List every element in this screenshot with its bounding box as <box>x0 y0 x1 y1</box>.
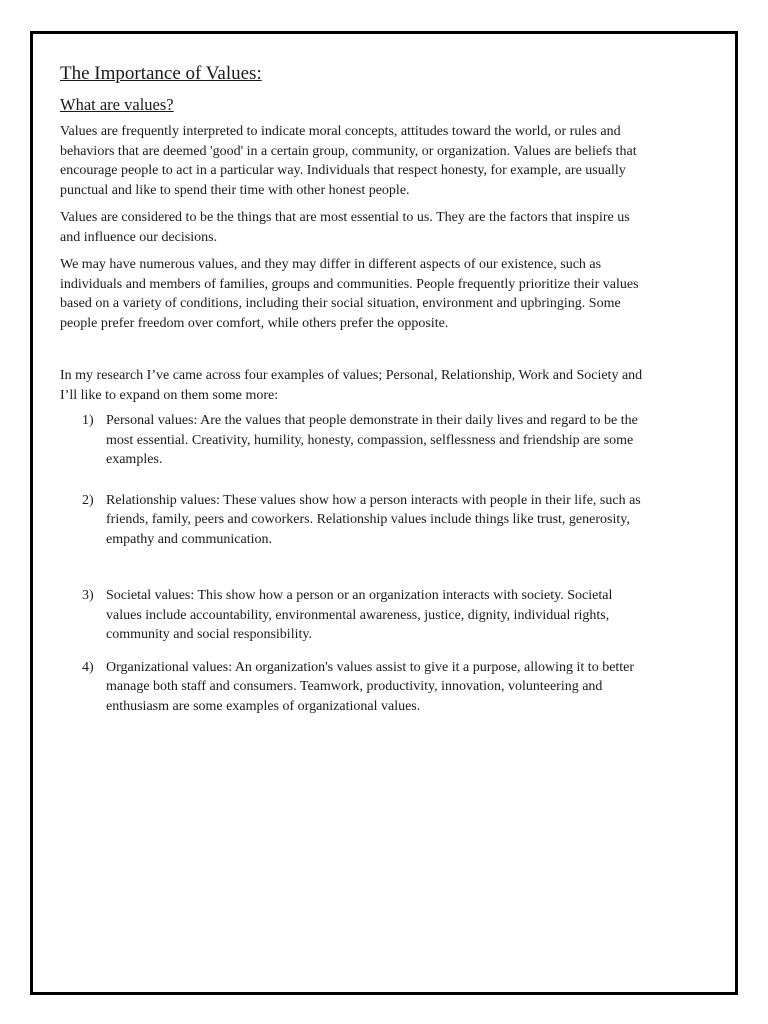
list-number: 4) <box>82 659 94 675</box>
section-heading: What are values? <box>60 95 174 114</box>
list-item-organizational <box>60 658 650 717</box>
list-item-personal <box>60 411 650 470</box>
list-item-text: Relationship values: These values show how a person interacts with people in their life, such as friends, family, peers and coworkers. Relationship values include things like trust, generosity, empathy and communication. <box>106 492 641 547</box>
list-number: 3) <box>82 588 94 603</box>
paragraph-essential: Values are considered to be the things that are most essential to us. They are the factors that inspire us and influence our decisions. <box>60 210 630 245</box>
list-item-societal <box>60 586 650 645</box>
list-number: 2) <box>82 492 94 508</box>
list-number: 1) <box>82 413 94 428</box>
list-item-text: Personal values: Are the values that people demonstrate in their daily lives and regard to be the most essential. Creativity, humility, honesty, compassion, selflessness and friendship are some examples. <box>106 413 638 467</box>
list-item-relationship <box>60 491 650 550</box>
paragraph-numerous-values: We may have numerous values, and they may differ in different aspects of our existence, such as individuals and members of families, groups and communities. People frequently prioritize their values based on a variety of conditions, including their social situation, environment and upbringing. Some people prefer freedom over comfort, while others prefer the opposite. <box>60 257 639 331</box>
values-list <box>60 411 650 716</box>
paragraph-research-intro: In my research I’ve came across four examples of values; Personal, Relationship, Work and Society and I’ll like to expand on them some more: <box>60 368 643 403</box>
document-body <box>60 62 650 716</box>
paragraph-definition: Values are frequently interpreted to indicate moral concepts, attitudes toward the world, or rules and behaviors that are deemed 'good' in a certain group, community, or organization. Values are beliefs that encourage people to act in a particular way. Individuals that respect honesty, for example, are usually punctual and like to spend their time with other honest people. <box>60 124 637 198</box>
document-title: The Importance of Values: <box>60 63 262 84</box>
list-item-text: Organizational values: An organization's values assist to give it a purpose, allowing it to better manage both staff and consumers. Teamwork, productivity, innovation, volunteering and enthusiasm are some examples of organizational values. <box>106 659 635 714</box>
list-item-text: Societal values: This show how a person or an organization interacts with society. Societal values include accountability, environmental awareness, justice, dignity, individual rights, community and social responsibility. <box>106 588 613 642</box>
